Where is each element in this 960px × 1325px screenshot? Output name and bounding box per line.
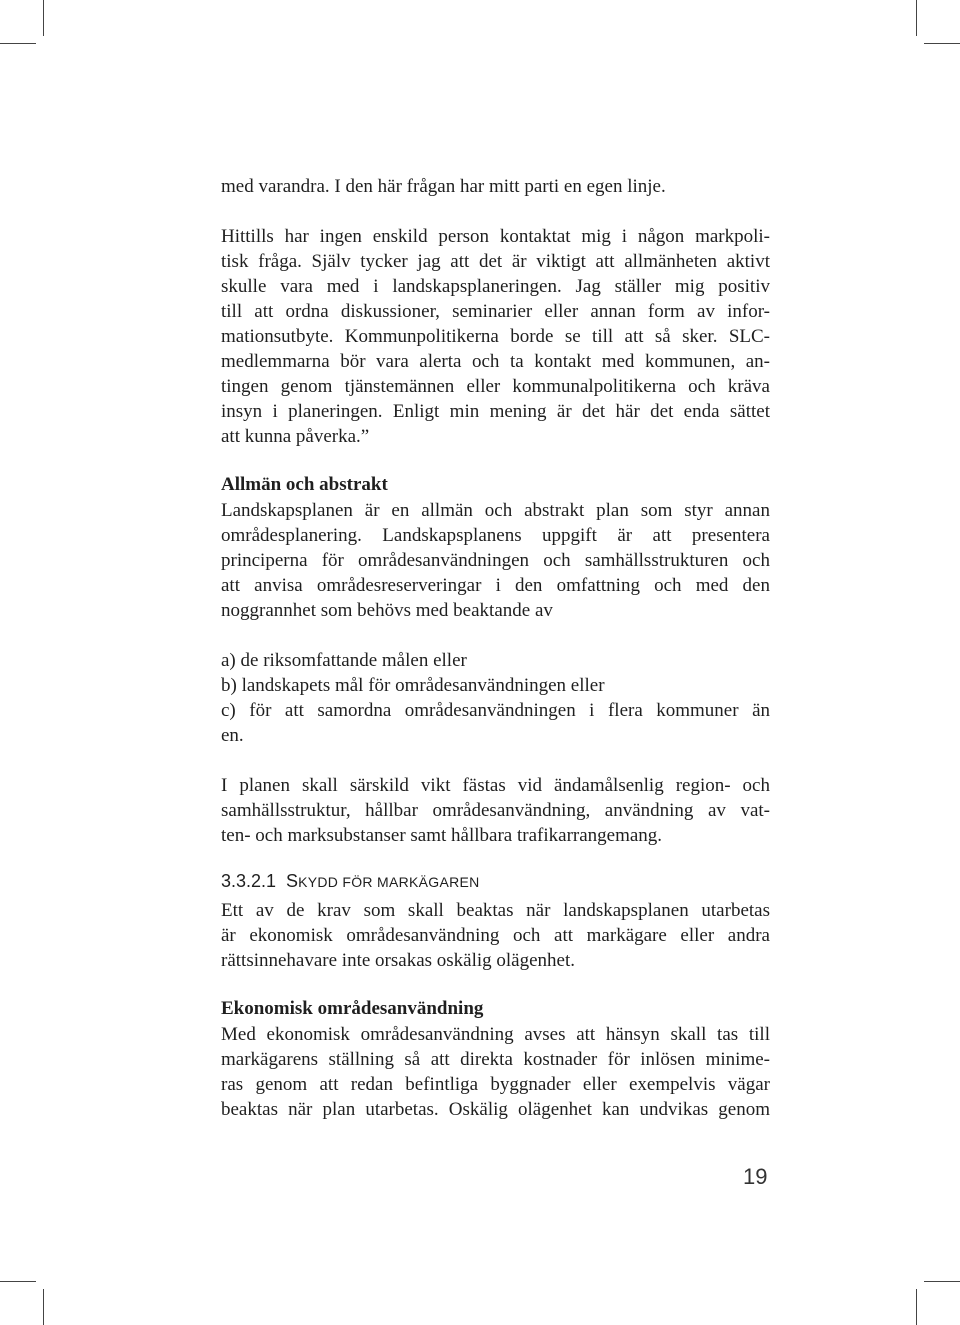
paragraph-line: områdesplanering. Landskapsplanens uppgift är att presentera: [221, 525, 770, 546]
crop-mark-bottom-left-h: [0, 1281, 36, 1282]
paragraph-line: skulle vara med i landskapsplaneringen. Jag ställer mig positiv: [221, 276, 770, 297]
paragraph-line: I planen skall särskild vikt fästas vid ändamålsenlig region- och: [221, 775, 770, 796]
subheading-allman: Allmän och abstrakt: [221, 474, 388, 495]
paragraph-line: samhällsstruktur, hållbar områdesanvändning, användning av vat-: [221, 800, 770, 821]
paragraph-line: att kunna påverka.”: [221, 426, 370, 447]
paragraph-line: tisk fråga. Själv tycker jag att det är viktigt att allmänheten aktivt: [221, 251, 770, 272]
crop-mark-top-left: [43, 0, 44, 36]
paragraph-line: med varandra. I den här frågan har mitt parti en egen linje.: [221, 176, 666, 197]
paragraph-line: beaktas när plan utarbetas. Oskälig olägenhet kan undvikas genom: [221, 1099, 770, 1120]
paragraph-line: är ekonomisk områdesanvändning och att markägare eller andra: [221, 925, 770, 946]
paragraph-line: tingen genom tjänstemännen eller kommunalpolitikerna och kräva: [221, 376, 770, 397]
section-number: 3.3.2.1: [221, 871, 277, 891]
list-item: a) de riksomfattande målen eller: [221, 650, 467, 671]
crop-mark-top-left-h: [0, 43, 36, 44]
paragraph-line: ten- och marksubstanser samt hållbara trafikarrangemang.: [221, 825, 663, 846]
subheading-ekonomisk: Ekonomisk områdesanvändning: [221, 998, 484, 1019]
crop-mark-bottom-left: [43, 1289, 44, 1325]
paragraph-line: mationsutbyte. Kommunpolitikerna borde se till att så sker. SLC-: [221, 326, 770, 347]
page-number: 19: [743, 1164, 768, 1189]
list-item: en.: [221, 725, 244, 746]
section-heading: [221, 869, 480, 895]
paragraph-line: medlemmarna bör vara alerta och ta kontakt med kommunen, an-: [221, 351, 770, 372]
paragraph-line: till att ordna diskussioner, seminarier eller annan form av infor-: [221, 301, 770, 322]
paragraph-line: Landskapsplanen är en allmän och abstrakt plan som styr annan: [221, 500, 770, 521]
paragraph-line: rättsinnehavare inte orsakas oskälig olägenhet.: [221, 950, 576, 971]
crop-mark-top-right-h: [924, 43, 960, 44]
list-item: c) för att samordna områdesanvändningen i flera kommuner än: [221, 700, 770, 721]
crop-mark-bottom-right: [916, 1289, 917, 1325]
paragraph-line: markägarens ställning så att direkta kostnader för inlösen minime-: [221, 1049, 770, 1070]
crop-mark-top-right: [916, 0, 917, 36]
section-title-initial: S: [286, 871, 299, 891]
paragraph-line: insyn i planeringen. Enligt min mening är det här det enda sättet: [221, 401, 770, 422]
paragraph-line: ras genom att redan befintliga byggnader eller exempelvis vägar: [221, 1074, 770, 1095]
list-item: b) landskapets mål för områdesanvändningen eller: [221, 675, 605, 696]
paragraph-line: noggrannhet som behövs med beaktande av: [221, 600, 553, 621]
paragraph-line: Ett av de krav som skall beaktas när landskapsplanen utarbetas: [221, 900, 770, 921]
paragraph-line: Med ekonomisk områdesanvändning avses att hänsyn skall tas till: [221, 1024, 770, 1045]
crop-mark-bottom-right-h: [924, 1281, 960, 1282]
paragraph-line: principerna för områdesanvändningen och samhällsstrukturen och: [221, 550, 770, 571]
section-title-rest: KYDD FÖR MARKÄGAREN: [298, 874, 480, 890]
paragraph-line: att anvisa områdesreserveringar i den omfattning och med den: [221, 575, 770, 596]
paragraph-line: Hittills har ingen enskild person kontaktat mig i någon markpoli-: [221, 226, 770, 247]
